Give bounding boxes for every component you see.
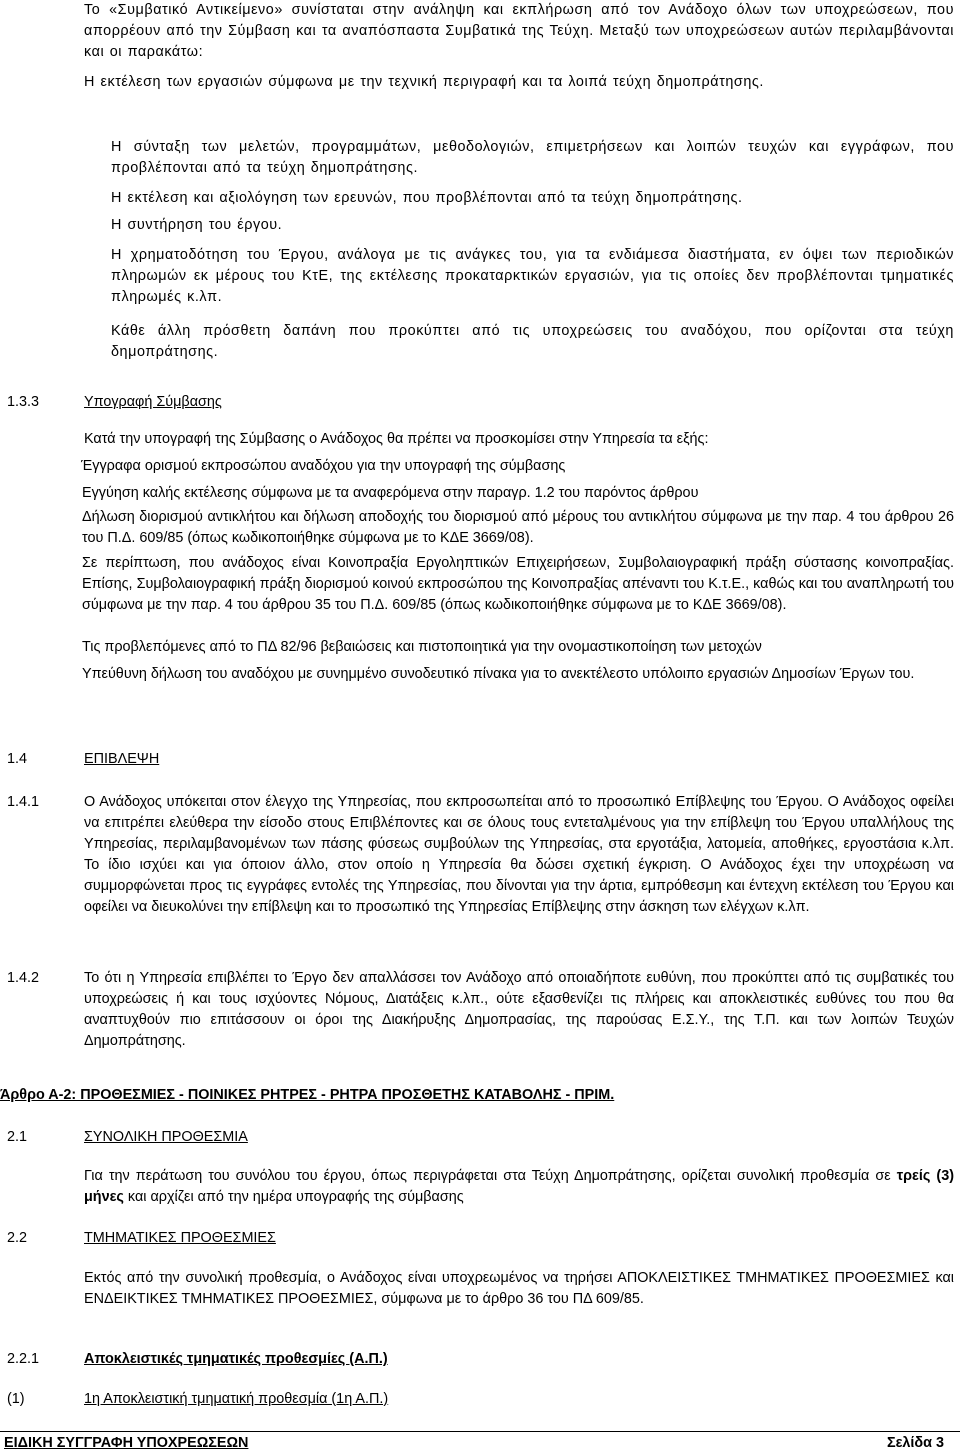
supervision-paragraph: Ο Ανάδοχος υπόκειται στον έλεγχο της Υπηρεσίας, που εκπροσωπείται από το προσωπικό Επίβλεψης του Έργου. Ο Ανάδοχος οφείλει να επιτρέπει ελεύθερα την είσοδο στους Επιβλέποντες και σε όλους τους εντεταλμένους για την επίβλεψη του Έργου υπαλλήλους της Υπηρεσίας, περιλαμβανομένων των πάσης φύσεως συμβούλων της Υπηρεσίας, στα εργοτάξια, λατομεία, αποθήκες, εργοστάσια κ.λπ. Το ίδιο ισχύει και για όποιον άλλο, στον οποίο η Υπηρεσία θα δώσει σχετική έγκριση. Ο Ανάδοχος έχει την υποχρέωση να συμμορφώνεται προς τις εγγράφες εντολές της Υπηρεσίας, που δίνονται για την άρτια, εμπρόθεσμη και έντεχνη εκτέλεση του Έργου και οφείλει να διευκολύνει την επίβλεψη και το προσωπικό της Υπηρεσίας Επίβλεψης στην άσκηση των ελέγχων κ.λπ. — [84, 794, 954, 915]
document-requirement: Τις προβλεπόμενες από το ΠΔ 82/96 βεβαιώσεις και πιστοποιητικά για την ονομαστικοποίηση των μετοχών — [82, 639, 762, 655]
section-number: 1.3.3 — [7, 394, 40, 410]
supervision-paragraph: Το ότι η Υπηρεσία επιβλέπει το Έργο δεν απαλλάσσει τον Ανάδοχο από οποιαδήποτε ευθύνη, που προκύπτει από τις συμβατικές του υποχρεώσεις ή και τους ισχύοντες Νόμους, Διατάξεις κ.λπ., ούτε εξασθενίζει τις πλήρεις και αποκλειστικές ευθύνες του που θα αναπτυχθούν πιο επιτάσσουν οι όροι της Διακήρυξης Δημοπρασίας, της παρούσας Ε.Σ.Υ., της Τ.Π. και των λοιπών Τευχών Δημοπράτησης. — [84, 970, 954, 1049]
document-requirement: Έγγραφα ορισμού εκπροσώπου αναδόχου για την υπογραφή της σύμβασης — [81, 458, 566, 474]
section-title: ΤΜΗΜΑΤΙΚΕΣ ΠΡΟΘΕΣΜΙΕΣ — [84, 1230, 276, 1246]
page-number: Σελίδα 3 — [886, 1435, 944, 1451]
footer-document-title: ΕΙΔΙΚΗ ΣΥΓΓΡΑΦΗ ΥΠΟΧΡΕΩΣΕΩΝ — [4, 1435, 249, 1451]
section-title: Αποκλειστικές τμηματικές προθεσμίες (Α.Π.) — [84, 1351, 388, 1367]
document-requirement: Υπεύθυνη δήλωση του αναδόχου με συνημμένο συνοδευτικό πίνακα για το ανεκτέλεστο υπόλοιπο εργασιών Δημοσίων Έργων του. — [82, 666, 915, 682]
section-title: ΕΠΙΒΛΕΨΗ — [84, 751, 160, 767]
section-number: 2.2.1 — [7, 1351, 40, 1367]
obligation-item: Η εκτέλεση και αξιολόγηση των ερευνών, που προβλέπονται από τα τεύχη δημοπράτησης. — [111, 190, 743, 206]
deadline-text: Για την περάτωση του συνόλου του έργου, όπως περιγράφεται στα Τεύχη Δημοπράτησης, ορίζεται συνολική προθεσμία σε — [84, 1168, 897, 1184]
obligation-item: Η συντήρηση του έργου. — [111, 217, 283, 233]
document-requirement: Εγγύηση καλής εκτέλεσης σύμφωνα με τα αναφερόμενα στην παραγρ. 1.2 του παρόντος άρθρου — [82, 485, 699, 501]
document-requirement: Δήλωση διορισμού αντικλήτου και δήλωση αποδοχής του διορισμού από μέρους του αντικλήτου σύμφωνα με την παρ. 4 του άρθρου 26 του Π.Δ. 609/85 (όπως κωδικοποιήθηκε σύμφωνα με το ΚΔΕ 3669/08). — [82, 509, 954, 546]
total-deadline-paragraph — [84, 1166, 954, 1208]
obligation-item: Κάθε άλλη πρόσθετη δαπάνη που προκύπτει από τις υποχρεώσεις του αναδόχου, που ορίζονται στα τεύχη δημοπράτησης. — [111, 323, 954, 360]
section-number: (1) — [7, 1391, 25, 1407]
section-number: 1.4.2 — [7, 970, 40, 986]
article-title: Άρθρο Α-2: ΠΡΟΘΕΣΜΙΕΣ - ΠΟΙΝΙΚΕΣ ΡΗΤΡΕΣ - ΡΗΤΡΑ ΠΡΟΣΘΕΤΗΣ ΚΑΤΑΒΟΛΗΣ - ΠΡΙΜ. — [0, 1087, 615, 1103]
section-number: 2.1 — [7, 1129, 28, 1145]
intro-paragraph: Το «Συμβατικό Αντικείμενο» συνίσταται στην ανάληψη και εκπλήρωση από τον Ανάδοχο όλων των υποχρεώσεων, που απορρέουν από την Σύμβαση και τα αναπόσπαστα Συμβατικά της Τεύχη. Μεταξύ των υποχρεώσεων αυτών περιλαμβάνονται και οι παρακάτω: — [84, 2, 954, 60]
section-title: 1η Αποκλειστική τμηματική προθεσμία (1η Α.Π.) — [84, 1391, 389, 1407]
section-title: ΣΥΝΟΛΙΚΗ ΠΡΟΘΕΣΜΙΑ — [84, 1129, 248, 1145]
section-number: 2.2 — [7, 1230, 28, 1246]
deadline-text-end: και αρχίζει από την ημέρα υπογραφής της σύμβασης — [123, 1189, 464, 1205]
obligation-item: Η χρηματοδότηση του Έργου, ανάλογα με τις ανάγκες του, για τα ενδιάμεσα διαστήματα, εν όψει των περιοδικών πληρωμών εκ μέρους του ΚτΕ, της εκτέλεσης προκαταρκτικών εργασιών, για τις οποίες δεν προβλέπονται τμηματικές πληρωμές κ.λπ. — [111, 247, 954, 305]
section-number: 1.4.1 — [7, 794, 40, 810]
deadline-duration: τρείς (3) μήνες — [84, 1168, 954, 1205]
document-requirement: Σε περίπτωση, που ανάδοχος είναι Κοινοπραξία Εργοληπτικών Επιχειρήσεων, Συμβολαιογραφική πράξη σύστασης κοινοπραξίας. Επίσης, Συμβολαιογραφική πράξη διορισμού κοινού εκπροσώπου της Κοινοπραξίας απέναντι του Κ.τ.Ε., καθώς και του αναπληρωτή του σύμφωνα με την παρ. 4 του άρθρου 35 του Π.Δ. 609/85 (όπως κωδικοποιήθηκε σύμφωνα με το ΚΔΕ 3669/08). — [82, 555, 954, 613]
section-title: Υπογραφή Σύμβασης — [84, 394, 222, 410]
obligation-item: Η σύνταξη των μελετών, προγραμμάτων, μεθοδολογιών, επιμετρήσεων και λοιπών τευχών και εγγράφων, που προβλέπονται από τα τεύχη δημοπράτησης. — [111, 139, 954, 176]
section-intro: Κατά την υπογραφή της Σύμβασης ο Ανάδοχος θα πρέπει να προσκομίσει στην Υπηρεσία τα εξής: — [84, 431, 709, 447]
obligation-execution: Η εκτέλεση των εργασιών σύμφωνα με την τεχνική περιγραφή και τα λοιπά τεύχη δημοπράτησης. — [84, 74, 764, 90]
page-footer — [0, 1431, 960, 1456]
partial-deadlines-paragraph: Εκτός από την συνολική προθεσμία, ο Ανάδοχος είναι υποχρεωμένος να τηρήσει ΑΠΟΚΛΕΙΣΤΙΚΕΣ ΤΜΗΜΑΤΙΚΕΣ ΠΡΟΘΕΣΜΙΕΣ και ΕΝΔΕΙΚΤΙΚΕΣ ΤΜΗΜΑΤΙΚΕΣ ΠΡΟΘΕΣΜΙΕΣ, σύμφωνα με το άρθρο 36 του ΠΔ 609/85. — [84, 1270, 954, 1307]
section-number: 1.4 — [7, 751, 28, 767]
